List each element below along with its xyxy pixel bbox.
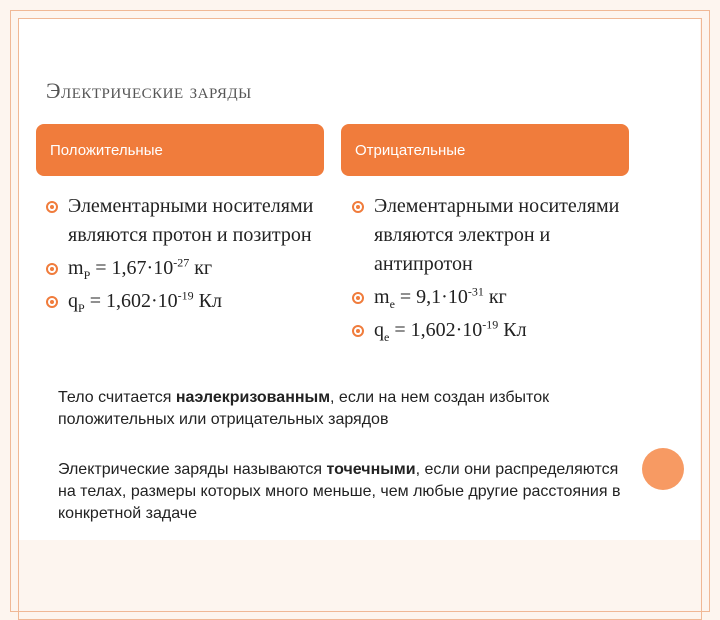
- positive-header-label: Положительные: [50, 141, 163, 159]
- positive-charge-unit: Кл: [193, 290, 222, 312]
- negative-mass-exponent: -31: [467, 284, 484, 299]
- negative-charge-exponent: -19: [482, 317, 499, 332]
- positive-mass-value: = 1,67·10: [90, 257, 174, 279]
- list-item: [44, 254, 334, 283]
- bullet-icon: [352, 201, 364, 213]
- point-charge-note: [58, 459, 628, 525]
- positive-mass-subscript: P: [83, 268, 91, 282]
- note2-bold-term: точечными: [326, 461, 416, 478]
- positive-list: [44, 192, 334, 316]
- negative-mass-unit: кг: [483, 286, 507, 308]
- bullet-icon: [352, 325, 364, 337]
- negative-header-label: Отрицательные: [355, 141, 466, 159]
- positive-mass-symbol: m: [68, 257, 84, 279]
- positive-charge-value: = 1,602·10: [84, 290, 178, 312]
- charged-body-note: [58, 387, 628, 431]
- negative-carriers-text: Элементарными носителями являются электрон и антипротон: [374, 195, 620, 275]
- negative-mass-symbol: m: [374, 286, 390, 308]
- note1-after: , если на нем создан избыток положительных или отрицательных зарядов: [58, 389, 550, 428]
- positive-mass-exponent: -27: [173, 255, 190, 270]
- negative-charge-symbol: q: [374, 319, 384, 341]
- positive-carriers-text: Элементарными носителями являются протон и позитрон: [68, 195, 314, 246]
- note1-before: Тело считается: [58, 389, 176, 406]
- negative-charge-subscript: e: [384, 330, 390, 344]
- bullet-icon: [46, 263, 58, 275]
- bullet-icon: [352, 292, 364, 304]
- list-item: [350, 283, 640, 312]
- positive-charge-symbol: q: [68, 290, 78, 312]
- negative-charge-unit: Кл: [498, 319, 527, 341]
- note2-after: , если они распределяются на телах, размеры которых много меньше, чем любые другие расстояния в конкретной задаче: [58, 461, 621, 522]
- decorative-circle: [642, 448, 684, 490]
- list-item: [44, 192, 334, 250]
- negative-list: [350, 192, 640, 345]
- negative-mass-subscript: e: [389, 297, 395, 311]
- list-item: [44, 287, 334, 316]
- negative-mass-value: = 9,1·10: [394, 286, 468, 308]
- negative-charge-value: = 1,602·10: [389, 319, 483, 341]
- negative-header: [341, 124, 629, 176]
- bullet-icon: [46, 296, 58, 308]
- note1-bold-term: наэлекризованным: [175, 389, 331, 406]
- positive-mass-unit: кг: [189, 257, 213, 279]
- positive-header: [36, 124, 324, 176]
- slide-title: Электрические заряды: [46, 78, 252, 103]
- positive-charge-subscript: P: [78, 301, 85, 315]
- list-item: [350, 192, 640, 279]
- list-item: [350, 316, 640, 345]
- note2-before: Электрические заряды называются: [58, 461, 327, 478]
- positive-charge-exponent: -19: [177, 288, 194, 303]
- bullet-icon: [46, 201, 58, 213]
